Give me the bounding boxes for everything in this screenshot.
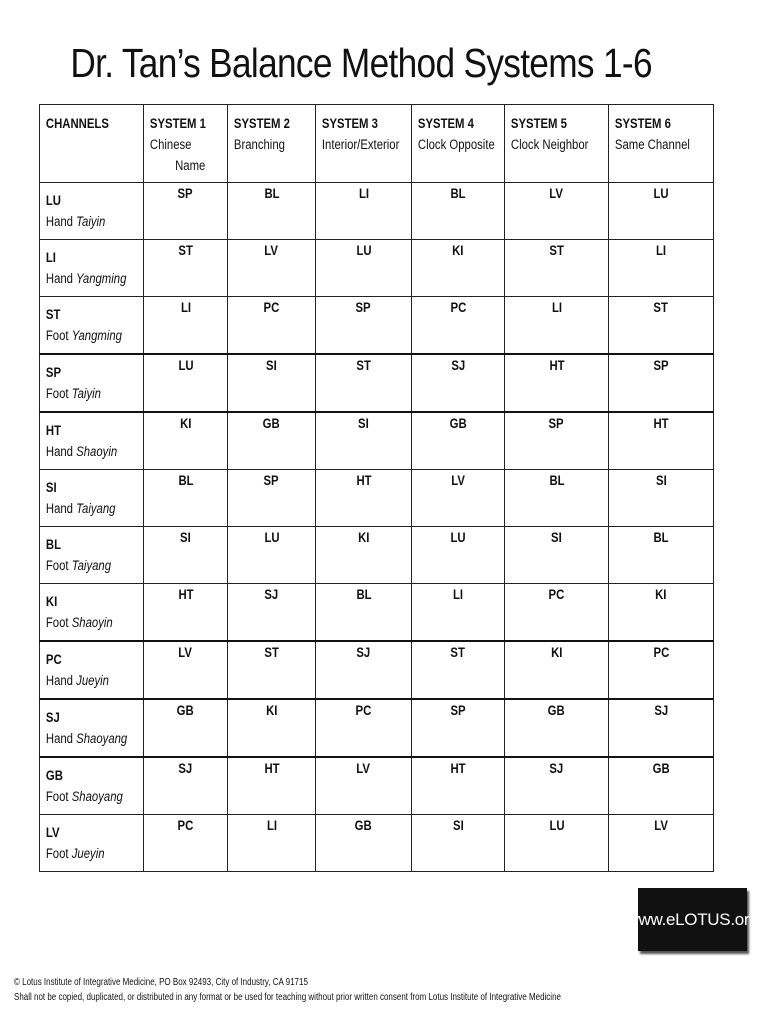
paired-channel: LI bbox=[358, 186, 369, 201]
channel-description bbox=[46, 728, 127, 749]
paired-channel: LU bbox=[177, 358, 194, 373]
paired-channel: HT bbox=[355, 473, 372, 488]
system-1-cell bbox=[144, 699, 228, 757]
channel-cell bbox=[40, 412, 144, 470]
system-subtitle: Chinese bbox=[149, 137, 192, 152]
table-row bbox=[40, 297, 714, 355]
paired-channel: SP bbox=[177, 186, 194, 201]
system-2-cell bbox=[228, 183, 316, 240]
paired-channel: PC bbox=[263, 300, 280, 315]
system-1-cell bbox=[144, 240, 228, 297]
channel-code: LI bbox=[45, 250, 56, 265]
system-6-cell bbox=[609, 297, 714, 355]
channel-description bbox=[46, 498, 127, 519]
paired-channel: ST bbox=[450, 645, 466, 660]
channel-description bbox=[46, 325, 127, 346]
system-5-cell bbox=[505, 815, 609, 872]
system-2-cell bbox=[228, 240, 316, 297]
channel-code: SI bbox=[45, 480, 57, 495]
system-6-cell bbox=[609, 240, 714, 297]
paired-channel: SP bbox=[263, 473, 280, 488]
paired-channel: BL bbox=[653, 530, 669, 545]
table-row bbox=[40, 641, 714, 699]
copyright-text: © Lotus Institute of Integrative Medicine, PO Box 92493, City of Industry, CA 91715 bbox=[14, 977, 308, 988]
header-system-4 bbox=[412, 105, 505, 183]
elotus-logo[interactable]: www.eLOTUS.org bbox=[638, 888, 747, 951]
paired-channel: GB bbox=[354, 818, 373, 833]
system-1-cell bbox=[144, 297, 228, 355]
paired-channel: LV bbox=[356, 761, 371, 776]
system-title: SYSTEM 5 bbox=[510, 116, 567, 131]
channel-description bbox=[46, 670, 127, 691]
table-row bbox=[40, 815, 714, 872]
paired-channel: HT bbox=[177, 587, 194, 602]
table-row bbox=[40, 354, 714, 412]
channel-meridian: Taiyin bbox=[71, 386, 101, 401]
paired-channel: SI bbox=[452, 818, 464, 833]
paired-channel: PC bbox=[548, 587, 565, 602]
paired-channel: PC bbox=[177, 818, 194, 833]
paired-channel: LU bbox=[653, 186, 669, 201]
channel-code: PC bbox=[45, 652, 62, 667]
system-1-cell bbox=[144, 757, 228, 815]
paired-channel: SI bbox=[655, 473, 667, 488]
paired-channel: SJ bbox=[451, 358, 465, 373]
system-6-cell bbox=[609, 412, 714, 470]
channel-meridian: Taiyang bbox=[71, 558, 112, 573]
table-row bbox=[40, 584, 714, 642]
system-1-cell bbox=[144, 183, 228, 240]
system-1-cell bbox=[144, 641, 228, 699]
channel-description bbox=[46, 612, 127, 633]
channel-cell bbox=[40, 297, 144, 355]
channel-description bbox=[46, 555, 127, 576]
system-title: SYSTEM 6 bbox=[614, 116, 671, 131]
paired-channel: LV bbox=[264, 243, 279, 258]
system-4-cell bbox=[412, 240, 505, 297]
paired-channel: KI bbox=[265, 703, 278, 718]
system-3-cell bbox=[316, 815, 412, 872]
page-title: Dr. Tan’s Balance Method Systems 1-6 bbox=[70, 40, 652, 86]
paired-channel: SJ bbox=[549, 761, 564, 776]
channel-cell bbox=[40, 699, 144, 757]
header-system-3 bbox=[316, 105, 412, 183]
paired-channel: ST bbox=[653, 300, 669, 315]
channel-cell bbox=[40, 527, 144, 584]
channel-description bbox=[46, 211, 127, 232]
system-5-cell bbox=[505, 297, 609, 355]
channel-meridian: Taiyin bbox=[76, 214, 106, 229]
channel-code: LV bbox=[45, 825, 60, 840]
system-2-cell bbox=[228, 470, 316, 527]
channel-description bbox=[46, 786, 127, 807]
channel-meridian: Yangming bbox=[76, 271, 127, 286]
system-6-cell bbox=[609, 641, 714, 699]
paired-channel: LV bbox=[451, 473, 465, 488]
system-6-cell bbox=[609, 699, 714, 757]
system-4-cell bbox=[412, 757, 505, 815]
system-3-cell bbox=[316, 641, 412, 699]
system-6-cell bbox=[609, 183, 714, 240]
channel-cell bbox=[40, 183, 144, 240]
paired-channel: BL bbox=[355, 587, 372, 602]
channel-limb: Foot bbox=[45, 615, 69, 630]
paired-channel: LV bbox=[654, 818, 668, 833]
paired-channel: SI bbox=[551, 530, 562, 545]
channel-meridian: Taiyang bbox=[76, 501, 116, 516]
channel-description bbox=[46, 383, 127, 404]
system-5-cell bbox=[505, 584, 609, 642]
paired-channel: SJ bbox=[356, 645, 371, 660]
paired-channel: SP bbox=[653, 358, 669, 373]
system-4-cell bbox=[412, 470, 505, 527]
system-5-cell bbox=[505, 641, 609, 699]
paired-channel: LI bbox=[266, 818, 277, 833]
channel-limb: Foot bbox=[45, 846, 69, 861]
paired-channel: GB bbox=[652, 761, 670, 776]
system-2-cell bbox=[228, 641, 316, 699]
paired-channel: KI bbox=[550, 645, 563, 660]
header-channels: CHANNELS bbox=[40, 105, 144, 183]
channel-meridian: Jueyin bbox=[71, 846, 105, 861]
paired-channel: ST bbox=[264, 645, 279, 660]
paired-channel: LI bbox=[452, 587, 464, 602]
header-system-6 bbox=[609, 105, 714, 183]
paired-channel: SI bbox=[180, 530, 191, 545]
system-6-cell bbox=[609, 470, 714, 527]
system-3-cell bbox=[316, 183, 412, 240]
channel-limb: Hand bbox=[45, 501, 73, 516]
paired-channel: ST bbox=[178, 243, 193, 258]
system-5-cell bbox=[505, 240, 609, 297]
channel-code: ST bbox=[45, 307, 61, 322]
paired-channel: GB bbox=[547, 703, 566, 718]
channel-cell bbox=[40, 470, 144, 527]
channel-code: GB bbox=[45, 768, 63, 783]
paired-channel: SP bbox=[548, 416, 565, 431]
system-3-cell bbox=[316, 240, 412, 297]
paired-channel: LI bbox=[180, 300, 191, 315]
channel-cell bbox=[40, 815, 144, 872]
table-row bbox=[40, 527, 714, 584]
paired-channel: SI bbox=[266, 358, 277, 373]
system-3-cell bbox=[316, 699, 412, 757]
paired-channel: HT bbox=[450, 761, 466, 776]
paired-channel: LU bbox=[450, 530, 466, 545]
paired-channel: BL bbox=[548, 473, 565, 488]
system-5-cell bbox=[505, 354, 609, 412]
paired-channel: SJ bbox=[264, 587, 279, 602]
system-4-cell bbox=[412, 354, 505, 412]
system-4-cell bbox=[412, 412, 505, 470]
paired-channel: ST bbox=[356, 358, 371, 373]
paired-channel: HT bbox=[263, 761, 280, 776]
table-row bbox=[40, 470, 714, 527]
paired-channel: SP bbox=[450, 703, 466, 718]
channel-description bbox=[46, 843, 127, 864]
system-3-cell bbox=[316, 584, 412, 642]
system-6-cell bbox=[609, 757, 714, 815]
paired-channel: SI bbox=[358, 416, 369, 431]
channel-description bbox=[46, 441, 127, 462]
paired-channel: SJ bbox=[178, 761, 193, 776]
system-1-cell bbox=[144, 354, 228, 412]
channel-code: SJ bbox=[45, 710, 60, 725]
paired-channel: PC bbox=[653, 645, 669, 660]
paired-channel: LU bbox=[263, 530, 280, 545]
system-1-cell bbox=[144, 470, 228, 527]
channel-description bbox=[46, 268, 127, 289]
paired-channel: BL bbox=[263, 186, 280, 201]
system-6-cell bbox=[609, 354, 714, 412]
system-3-cell bbox=[316, 354, 412, 412]
channel-cell bbox=[40, 240, 144, 297]
paired-channel: LV bbox=[549, 186, 564, 201]
channel-limb: Hand bbox=[45, 214, 73, 229]
system-2-cell bbox=[228, 699, 316, 757]
system-4-cell bbox=[412, 815, 505, 872]
paired-channel: KI bbox=[357, 530, 370, 545]
channel-limb: Foot bbox=[45, 386, 69, 401]
header-system-2 bbox=[228, 105, 316, 183]
channel-cell bbox=[40, 641, 144, 699]
system-4-cell bbox=[412, 641, 505, 699]
channel-code: SP bbox=[45, 365, 62, 380]
channel-meridian: Shaoyang bbox=[76, 731, 128, 746]
paired-channel: LU bbox=[355, 243, 372, 258]
paired-channel: SP bbox=[355, 300, 372, 315]
channel-cell bbox=[40, 584, 144, 642]
paired-channel: GB bbox=[449, 416, 467, 431]
system-4-cell bbox=[412, 297, 505, 355]
paired-channel: HT bbox=[653, 416, 669, 431]
paired-channel: PC bbox=[450, 300, 466, 315]
paired-channel: PC bbox=[355, 703, 372, 718]
channel-limb: Hand bbox=[45, 444, 73, 459]
channel-limb: Hand bbox=[45, 731, 73, 746]
header-system-5 bbox=[505, 105, 609, 183]
channel-meridian: Shaoyin bbox=[76, 444, 118, 459]
system-4-cell bbox=[412, 699, 505, 757]
footer bbox=[14, 975, 622, 1005]
system-5-cell bbox=[505, 412, 609, 470]
channel-cell bbox=[40, 354, 144, 412]
system-subtitle: Same Channel bbox=[614, 137, 690, 152]
system-2-cell bbox=[228, 527, 316, 584]
channel-code: HT bbox=[45, 423, 61, 438]
channel-code: KI bbox=[45, 594, 58, 609]
table-row bbox=[40, 412, 714, 470]
balance-method-table bbox=[39, 104, 714, 872]
table-header-row bbox=[40, 105, 714, 183]
system-5-cell bbox=[505, 757, 609, 815]
system-5-cell bbox=[505, 699, 609, 757]
channel-meridian: Shaoyin bbox=[71, 615, 113, 630]
system-title: SYSTEM 1 bbox=[149, 116, 206, 131]
system-subtitle: Interior/Exterior bbox=[321, 137, 400, 152]
paired-channel: HT bbox=[548, 358, 565, 373]
system-2-cell bbox=[228, 354, 316, 412]
system-title: SYSTEM 2 bbox=[233, 116, 290, 131]
system-2-cell bbox=[228, 815, 316, 872]
paired-channel: LI bbox=[655, 243, 667, 258]
system-1-cell bbox=[144, 584, 228, 642]
table-row bbox=[40, 183, 714, 240]
system-4-cell bbox=[412, 527, 505, 584]
system-5-cell bbox=[505, 470, 609, 527]
system-3-cell bbox=[316, 297, 412, 355]
table-row bbox=[40, 757, 714, 815]
system-6-cell bbox=[609, 815, 714, 872]
channel-meridian: Jueyin bbox=[76, 673, 109, 688]
channel-limb: Hand bbox=[45, 271, 73, 286]
table-row bbox=[40, 699, 714, 757]
system-3-cell bbox=[316, 412, 412, 470]
channel-meridian: Yangming bbox=[71, 328, 122, 343]
paired-channel: KI bbox=[452, 243, 464, 258]
system-subtitle: Clock Neighbor bbox=[510, 137, 589, 152]
system-3-cell bbox=[316, 757, 412, 815]
system-subtitle: Branching bbox=[233, 137, 285, 152]
system-3-cell bbox=[316, 527, 412, 584]
paired-channel: LI bbox=[551, 300, 562, 315]
paired-channel: BL bbox=[177, 473, 194, 488]
system-3-cell bbox=[316, 470, 412, 527]
system-4-cell bbox=[412, 183, 505, 240]
paired-channel: KI bbox=[179, 416, 192, 431]
table-row bbox=[40, 240, 714, 297]
system-title: SYSTEM 3 bbox=[321, 116, 378, 131]
channel-cell bbox=[40, 757, 144, 815]
system-2-cell bbox=[228, 584, 316, 642]
system-subtitle-2: Name bbox=[175, 158, 206, 173]
paired-channel: ST bbox=[549, 243, 564, 258]
channel-code: BL bbox=[45, 537, 61, 552]
system-2-cell bbox=[228, 297, 316, 355]
channel-code: LU bbox=[45, 193, 61, 208]
paired-channel: LV bbox=[178, 645, 193, 660]
channel-limb: Foot bbox=[45, 328, 69, 343]
system-6-cell bbox=[609, 527, 714, 584]
header-system-1 bbox=[144, 105, 228, 183]
system-2-cell bbox=[228, 757, 316, 815]
system-subtitle: Clock Opposite bbox=[417, 137, 495, 152]
paired-channel: KI bbox=[655, 587, 667, 602]
system-2-cell bbox=[228, 412, 316, 470]
paired-channel: BL bbox=[450, 186, 466, 201]
channel-meridian: Shaoyang bbox=[71, 789, 123, 804]
channel-limb: Foot bbox=[45, 789, 69, 804]
system-title: SYSTEM 4 bbox=[417, 116, 474, 131]
system-6-cell bbox=[609, 584, 714, 642]
paired-channel: LU bbox=[548, 818, 565, 833]
paired-channel: GB bbox=[262, 416, 281, 431]
system-1-cell bbox=[144, 815, 228, 872]
usage-notice: Shall not be copied, duplicated, or distributed in any format or be used for teaching without prior written consent from Lotus Institute of Integrative Medicine bbox=[14, 992, 561, 1003]
system-5-cell bbox=[505, 527, 609, 584]
paired-channel: SJ bbox=[654, 703, 668, 718]
channel-limb: Hand bbox=[45, 673, 73, 688]
paired-channel: GB bbox=[176, 703, 195, 718]
channel-limb: Foot bbox=[45, 558, 69, 573]
system-1-cell bbox=[144, 527, 228, 584]
system-5-cell bbox=[505, 183, 609, 240]
system-1-cell bbox=[144, 412, 228, 470]
system-4-cell bbox=[412, 584, 505, 642]
